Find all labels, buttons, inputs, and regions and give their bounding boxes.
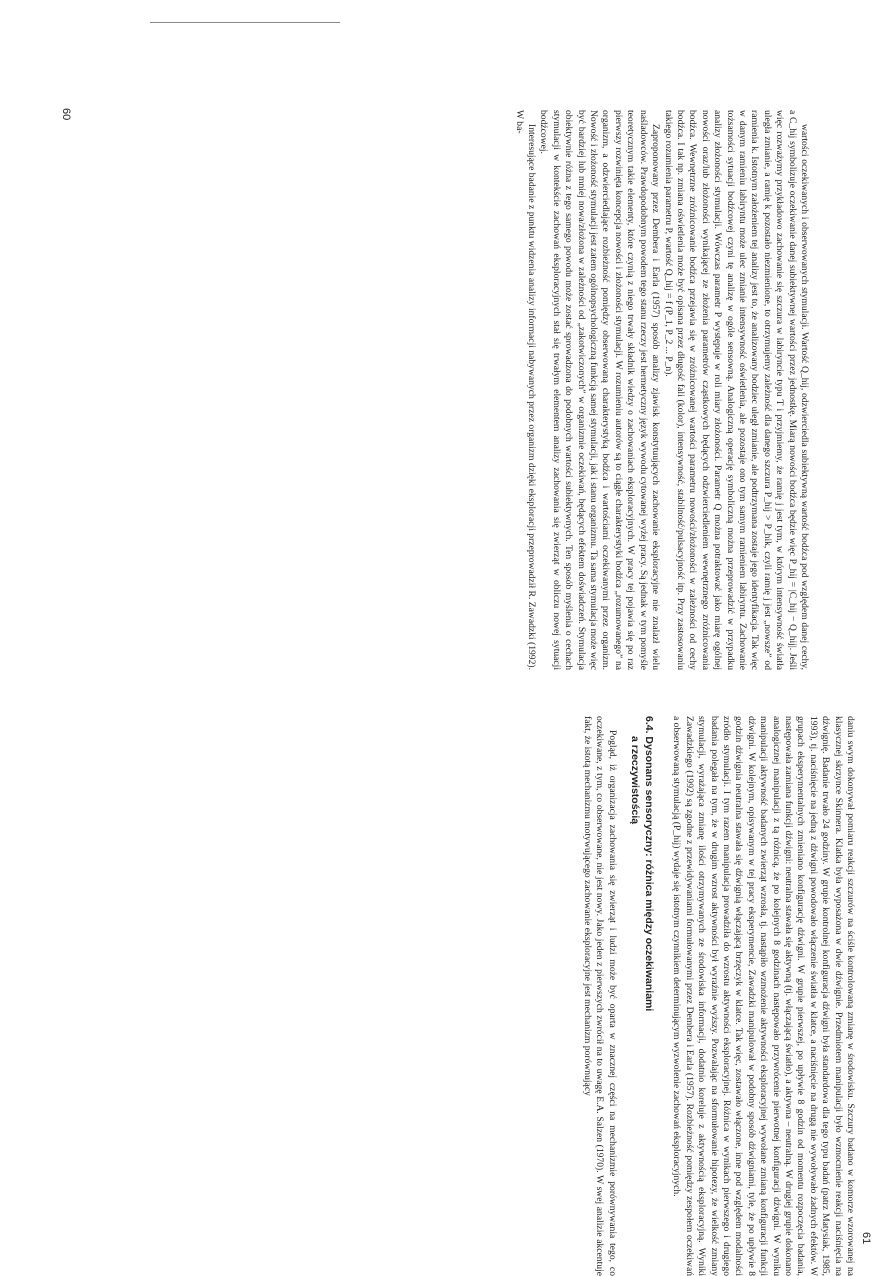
paragraph: Zaproponowany przez Dembera i Earla (1957) sposób analizy zjawisk konstytuujących zachowanie eksploracyjne nie znalazł wielu naśladowców. Prawdopodobnym powodem tego stanu rzeczy jest hermetyczny język wywodu cytowanej wyżej pracy. Są jednak w tym pomyśle teoretycznym takie elementy, które czynią z niego trwały składnik wiedzy o zachowaniach eksploracyjnych. W pracy tej pojawia się po raz pierwszy rozwinięta koncepcja nowości i złożoności stymulacji. W rozumieniu autorów są to ciągłe charakterystyki bodźca „rozumowanego” na organizm, a odzwierciedlające rozbieżność pomiędzy obserwowaną charakterystyką bodźca i wartościami oczekiwanymi przez organizm. Nowość i złożoność stymulacji jest zatem ogólnopsychologiczną funkcją samej stymulacji, jak i stanu organizmu. Ta sama stymulacja może więc być bardziej lub mniej nowa/złożona w zależności od „zakotwiczonych” w organizmie oczekiwań, będących efektem doświadczeń. Stymulacja obiektywnie różna z tego samego powodu może zostać sprowadzona do podobnych wartości subiektywnych. Ten sposób myślenia o cechach stymulacji w kontekście zachowań eksploracyjnych stał się trwałym elementem analizy zachowania się zwierząt w obliczu nowej sytuacji bodźcowej. [538,110,662,670]
scan-edge-line [150,22,340,23]
paragraph: Pogląd, iż organizacja zachowania się zwierząt i ludzi może być oparta w znacznej części na mechanizmie porównywania tego, co oczekiwane, z tym, co obserwowane, nie jest nowy. Jako jeden z pierwszych zwrócił na to uwagę E.A. Salzen (1970). W swej analizie akcentuje fakt, że istotą mechanizmu motywującego zachowanie eksploracyjne jest mechanizm porównujący [582,716,618,1276]
paragraph: daniu swym dokonywał pomiaru reakcji szczurów na ściśle kontrolowaną zmianę w środowisku. Szczury badano w komorze wzorowanej na klasycznej skrzynce Skinnera. Klatka była wyposażona w dwie dźwignie. Przedmiotem manipulacji było wzmocnienie reakcji naciśnięcia na dźwignię. Badanie trwało 24 godziny. W grupie kontrolnej konfiguracja dźwigni była standardowa dla tego typu badań (patrz Matysiak, 1985, 1993), tj. naciśnięcie na jedną z dźwigni powodowało włączenie światła w klatce, a naciśnięcie na drugą nie wywoływało żadnych efektów. W grupach eksperymentalnych zmieniano konfigurację dźwigni. W grupie pierwszej, po upływie 8 godzin od momentu rozpoczęcia badania, następowała zamiana funkcji dźwigni: neutralna stawała się aktywną (tj. włączającą światło), a aktywna – neutralną. W drugiej grupie dokonano analogicznej manipulacji z tą różnicą, że po kolejnych 8 godzinach następowało przywrócenie pierwotnej konfiguracji dźwigni. W wyniku manipulacji aktywność badanych zwierząt wzrosła, tj. nastąpiło wzmożenie aktywności eksploracyjnej wywołane zmianą konfiguracji funkcji dźwigni. W kolejnym, opisywanym w tej pracy eksperymencie, Zawadzki manipulował w podobny sposób dźwigniami, tyle, że po upływie 8 godzin dźwignia neutralna stawała się dźwignią włączającą brzęczyk w klatce. Tak więc, zostawało włączone, inne pod względem modalności zródło stymulacji. I tym razem manipulacja prowadziła do wzrostu aktywności eksploracyjnej. Różnica w wynikach pierwszego i drugiego badania polegała na tym, że w drugim wzrost aktywności był wyraźnie wyższy. Pozwalając na sformułowanie hipotezy, że wielkość zmiany stymulacji, wyrażająca zmianę ilości otrzymywanych ze środowiska informacji, dodatnio koreluje z aktywnością eksploracyjną. Wyniki Zawadzkiego (1992) są zgodne z przewidywaniami formułowanymi przez Dembera i Earla (1957). Rozbieżność pomiędzy zespołem oczekiwań a obserwowaną stymulacją (P_hij) wydaje się istotnym czynnikiem determinującym wyzwolenie zachowań eksploracyjnych. [671,716,856,1276]
section-heading-line2: a rzeczywistością [628,736,641,825]
section-heading-line1: 6.4. Dysonans sensoryczny: różnica między oczekiwaniami [642,716,655,1012]
right-page [581,716,856,1276]
paragraph: Interesujące badanie z punktu widzenia analizy informacji nabywanych przez organizm dzięki eksploracji przeprowadził R. Zawadzki (1992). W ba- [513,110,538,670]
page-number-left: 60 [60,108,72,121]
paragraph: wartości oczekiwanych i obserwowanych stymulacji. Wartość Q_hij, odzwierciedla subiektywną wartość bodźca pod względem danej cechy, a C_hij symbolizuje oczekiwanie danej subiektywnej wartości przez jednostkę. Miarą nowości bodźca będzie więc P_hij = |C_hij − Q_hij|. Jeśli więc rozważymy przykładowo zachowanie się szczura w labiryncie typu T i przyjmiemy, że ramię j jest tym, w którym intensywność światła uległa zmianie, a ramię k pozostało niezmienione, to otrzymujemy zależność dla danego szczura P_hij > P_hik, czyli ramię j jest „nowsze” od ramienia k. Istotnym założeniem tej analizy jest to, że analizowany bodziec uległ zmianie, ale podtrzymana zostaje jego identyfikacja. Tak więc w danym ramieniu labiryntu może ulec zmianie intensywność oświetlenia, ale pozostaje ono tym samym ramieniem labiryntu. Zachowanie tożsamości sytuacji bodźcowej czyni tę analizę w ogóle sensowną. Analogiczną operację symboliczną można przeprowadzić w przypadku analizy złożoności stymulacji. Wówczas parametr P występuje w roli miary złożoności. Parametr Q można potraktować jako miarę ogólnej nowości oraz/lub złożoności wynikającej ze złożenia parametrów cząstkowych będących odzwierciedleniem wewnętrznego zróżnicowania bodźca. Wewnętrzne zróżnicowanie bodźca przejawia się w zróżnicowanej wartości parametru nowości/złożoności w zależności od cechy bodźca. I tak np. zmiana oświetlenia może być opisana przez długość fali (kolor), intensywność, stabilność/pulsacyjność itp. Przy zastosowaniu takiego rozumienia parametru P, wartość Q_hij = f (P_1, P_2 ... P_n). [662,110,810,670]
left-page [512,110,810,670]
section-heading [628,716,656,1276]
page-number-right: 61 [860,1232,872,1245]
